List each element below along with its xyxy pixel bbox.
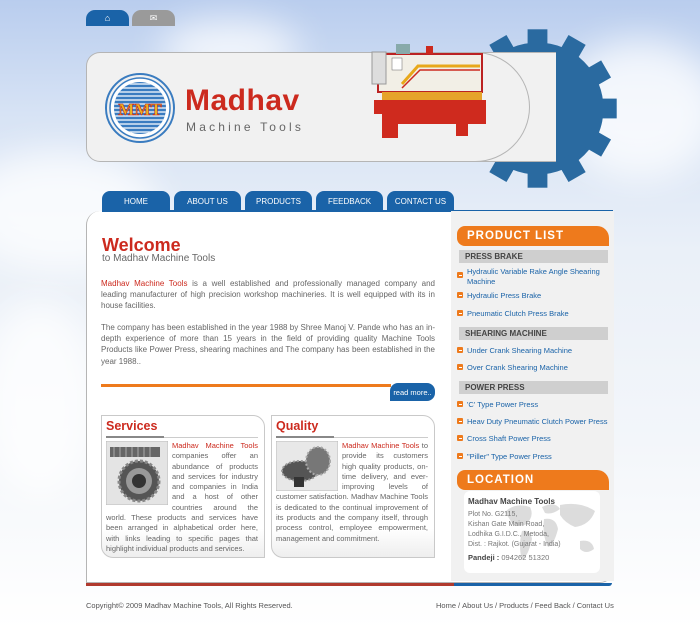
- copyright-text: Copyright© 2009 Madhav Machine Tools, All Rights Reserved.: [86, 601, 293, 610]
- bullet-icon: [457, 310, 463, 316]
- nav-about-us[interactable]: ABOUT US: [174, 191, 241, 211]
- footer-separator: /: [572, 601, 575, 610]
- svg-text:MMT: MMT: [118, 100, 162, 119]
- footer-separator: /: [458, 601, 461, 610]
- category-shearing-machine: SHEARING MACHINE: [459, 327, 608, 340]
- company-logo-icon[interactable]: [100, 68, 180, 148]
- nav-feedback[interactable]: FEEDBACK: [316, 191, 383, 211]
- address-line: Dist. : Rajkot. (Gujarat - India): [468, 541, 561, 548]
- address-line: Lodhika G.I.D.C., Metoda,: [468, 531, 549, 538]
- bullet-icon: [457, 435, 463, 441]
- bullet-icon: [457, 364, 463, 370]
- nav-products[interactable]: PRODUCTS: [245, 191, 312, 211]
- brand-name: Madhav: [185, 84, 300, 117]
- phone-number: 094262 51320: [501, 553, 550, 562]
- product-link[interactable]: Hydraulic Variable Rake Angle Shearing Machine: [457, 267, 609, 287]
- quality-title: Quality: [276, 419, 319, 433]
- quality-box: [271, 415, 435, 558]
- quality-text: Madhav Machine Tools to provide its customers high quality products, on-time delivery, and ever-improving levels of customer satisfaction. Madhav Machine Tools is dedicated to the continual improvement of its products and the company itself, through process control, employee empowerment, management and commitment.: [276, 441, 428, 543]
- bullet-icon: [457, 347, 463, 353]
- bullet-icon: [457, 453, 463, 459]
- quality-rule-accent: [276, 436, 334, 438]
- bullet-icon: [457, 401, 463, 407]
- nav-contact-us[interactable]: CONTACT US: [387, 191, 454, 211]
- history-paragraph: The company has been established in the year 1988 by Shree Manoj V. Pande who has an in-depth experience of more than 15 years in the field of providing quality Machine Tools Products like Power Press, shearing machines and The company has been established in the year 1988..: [101, 323, 435, 366]
- services-text: Madhav Machine Tools companies offer an abundance of products and services for industry and companies in India and a host of other countries around the world. These products and services have been arranged in alphabetical order here, with links leading to specific pages that highlight individual products and services.: [106, 441, 258, 553]
- product-link[interactable]: Pneumatic Clutch Press Brake: [457, 309, 609, 319]
- bullet-icon: [457, 292, 463, 298]
- worm-gear-image: [106, 441, 168, 505]
- footer-link-products[interactable]: Products: [499, 601, 529, 610]
- orange-divider: [101, 384, 391, 387]
- nav-home[interactable]: HOME: [102, 191, 170, 211]
- phone-line: [468, 553, 549, 562]
- address-line: Plot No. G2115,: [468, 511, 518, 518]
- top-quick-tabs: [86, 10, 175, 26]
- product-link[interactable]: Under Crank Shearing Machine: [457, 346, 609, 356]
- company-name-highlight: Madhav Machine Tools: [101, 279, 188, 288]
- services-title: Services: [106, 419, 158, 433]
- main-nav: [102, 191, 454, 211]
- home-icon: ⌂: [104, 13, 111, 23]
- footer-links: [436, 601, 614, 610]
- location-heading: LOCATION: [457, 470, 609, 490]
- category-power-press: POWER PRESS: [459, 381, 608, 394]
- mail-icon: ✉: [149, 12, 158, 23]
- phone-label: Pandeji :: [468, 553, 500, 562]
- bottom-rule-blue: [454, 583, 612, 586]
- product-link[interactable]: Heav Duty Pneumatic Clutch Power Press: [457, 417, 609, 427]
- product-link[interactable]: Hydraulic Press Brake: [457, 291, 609, 301]
- intro-paragraph: Madhav Machine Tools is a well established and professionally managed company and leading manufacturer of high precision workshop machineries. It is well equipped with its in house facilities.: [101, 279, 435, 311]
- product-link[interactable]: "Piller" Type Power Press: [457, 452, 609, 462]
- read-more-button[interactable]: read more..: [390, 383, 435, 401]
- mail-tab[interactable]: [132, 10, 175, 26]
- product-link[interactable]: 'C' Type Power Press: [457, 400, 609, 410]
- footer-link-about-us[interactable]: About Us: [462, 601, 493, 610]
- shearing-machine-image: [368, 44, 488, 144]
- bullet-icon: [457, 272, 463, 278]
- footer-separator: /: [530, 601, 533, 610]
- footer-link-feedback[interactable]: Feed Back: [534, 601, 571, 610]
- category-press-brake: PRESS BRAKE: [459, 250, 608, 263]
- bottom-rule-red: [86, 583, 454, 586]
- location-company-name: Madhav Machine Tools: [468, 497, 555, 506]
- location-card: [464, 491, 600, 573]
- welcome-subtitle: to Madhav Machine Tools: [102, 253, 216, 264]
- footer-separator: /: [494, 601, 498, 610]
- services-rule-accent: [106, 436, 164, 438]
- footer-link-home[interactable]: Home: [436, 601, 457, 610]
- address-line: Kishan Gate Main Road,: [468, 521, 545, 528]
- background-cloud: [0, 300, 100, 500]
- bullet-icon: [457, 418, 463, 424]
- product-list-heading: PRODUCT LIST: [457, 226, 609, 246]
- bevel-gear-image: [276, 441, 338, 491]
- welcome-title: Welcome: [102, 235, 181, 255]
- brand-subtitle: Machine Tools: [186, 120, 305, 134]
- home-tab[interactable]: [86, 10, 129, 26]
- footer-link-contact-us[interactable]: Contact Us: [576, 601, 614, 610]
- services-box: [101, 415, 265, 558]
- product-link[interactable]: Over Crank Shearing Machine: [457, 363, 609, 373]
- product-link[interactable]: Cross Shaft Power Press: [457, 434, 609, 444]
